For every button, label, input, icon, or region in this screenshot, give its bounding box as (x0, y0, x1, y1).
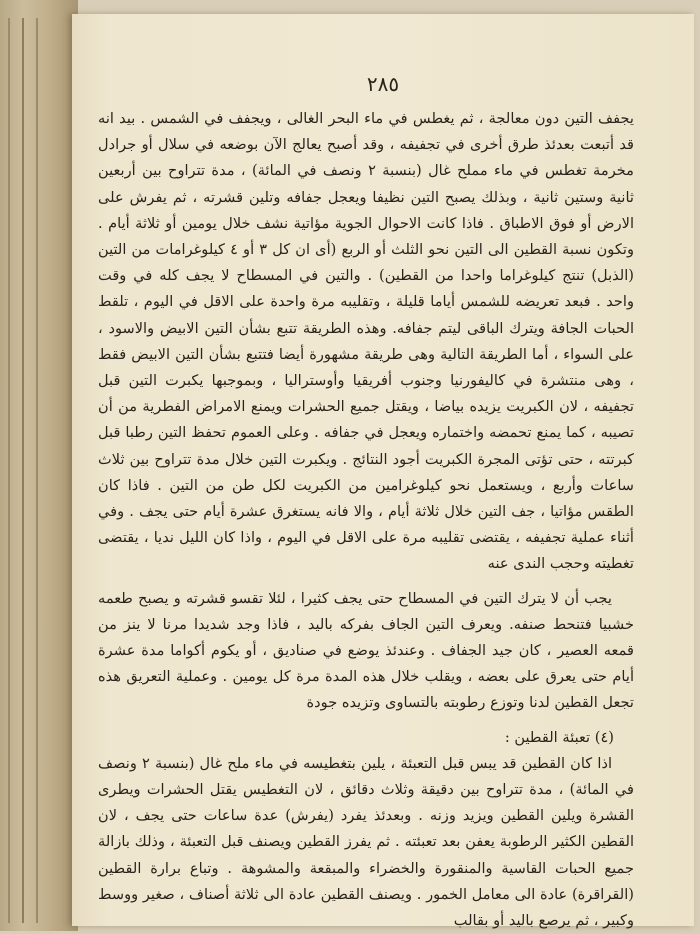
page-edge-line (62, 18, 64, 923)
paragraph-packing: اذا كان القطين قد يبس قبل التعبئة ، يلين بتغطيسه في ماء ملح غال (بنسبة ٢ ونصف في المائة) ، مدة تتراوح بين دقيقة وثلاث دقائق ، لان التغطيس يقتل الحشرات ويطرى القشرة ويلين القطين ويزيد وزنه . وبعدئذ يفرد (يفرش) عدة ساعات حتى يجف ، لان القطين الكثير الرطوبة يعفن بعد تعبئته . ثم يفرز القطين ويصنف قبل التعبئة ، وذلك بازالة جميع الحبات القاسية والمنقورة والخضراء والمبقعة والمشوهة . وتباع برارة القطين (القراقرة) عادة الى معامل الخمور . ويصنف القطين عادة الى ثلاثة أصناف ، صغير ووسط وكبير ، ثم يرصع باليد أو بقالب (98, 754, 634, 930)
paragraph-drying: يجفف التين دون معالجة ، ثم يغطس في ماء البحر الغالى ، ويجفف في الشمس . بيد انه قد أتبعت بعدئذ طرق أخرى في تجفيفه ، وقد أصبح يعالج الآن بوضعه في سلال أو جرادل مخرمة تغطس في ماء مملح غال (بنسبة ٢ ونصف في المائة) ، مدة تتراوح بين أربعين ثانية وستين ثانية ، وبذلك يصبح التين نظيفا ويعجل جفافه وتلين قشرته ، ثم يفرش على الارض أو فوق الاطباق . فاذا كانت الاحوال الجوية مؤاتية نشف خلال يومين أو ثلاثة أيام . وتكون نسبة القطين الى التين نحو الثلث أو الربع (أى ان كل ٣ أو ٤ كيلوغرامات من التين (الذبل) تنتج كيلوغراما واحدا من القطين) . والتين في المسطاح لا يجف كله في وقت واحد . فبعد تعريضه للشمس أياما قليلة ، وتقليبه مرة واحدة على الاقل في اليوم ، تلقط الحبات الجافة ويترك الباقى ليتم جفافه. وهذه الطريقة تتبع بشأن التين الابيض والاسود ، على السواء ، أما الطريقة التالية وهى طريقة مشهورة أيضا فتتبع بشأن التين الابيض فقط ، وهى منتشرة في كاليفورنيا وجنوب أفريقيا وأوستراليا ، وبموجبها يكبرت التين قبل تجفيفه ، لان الكبريت يزيده بياضا ، ويقتل جميع الحشرات ويمنع الامراض الفطرية من أن تصيبه ، كما يمنع تحمضه واختماره ويعجل في جفافه . وعلى العموم تحفظ التين رطبا قبل كبرتته ، حتى تؤتى المجرة الكبريت أجود النتائج . ويكبرت التين خلال مدة تتراوح بين ثلاث ساعات وأربع ، ويستعمل نحو كيلوغرامين من الكبريت لكل طن من التين . فاذا كان الطقس مؤاتيا ، جف التين خلال ثلاثة أيام ، والا فانه يستغرق عشرة أيام حتى يجف . وفي أثناء عملية تجفيفه ، يقتضى تقليبه مرة على الاقل في اليوم ، واذا كان الليل نديا ، يقتضى تغطيته وحجب الندى عنه (98, 110, 634, 573)
page-edge-line (8, 18, 10, 923)
page-text (98, 106, 634, 934)
page-stack-edges (0, 0, 78, 931)
page-edge-line (36, 18, 38, 923)
page-edge-line (22, 18, 24, 923)
paragraph-sweating: يجب أن لا يترك التين في المسطاح حتى يجف كثيرا ، لئلا تقسو قشرته و يصبح طعمه خشبيا فتنحط صنفه. ويعرف التين الجاف بفركه باليد ، فاذا وجد شديدا مرنا لا ينز من قمعه العصير ، كان جيد الجفاف . وعندئذ يوضع في صناديق ، أو يكوم أكواما مدة عشرة أيام حتى يعرق على بعضه ، ويقلب خلال هذه المدة مرة كل يومين . وعملية التعريق هذه تجعل القطين لدنا وتوزع رطوبته بالتساوى وتزيده جودة (98, 589, 634, 712)
page-number: ٢٨٥ (366, 72, 400, 96)
section-heading-packing: (٤) تعبئة القطين : (504, 728, 614, 746)
